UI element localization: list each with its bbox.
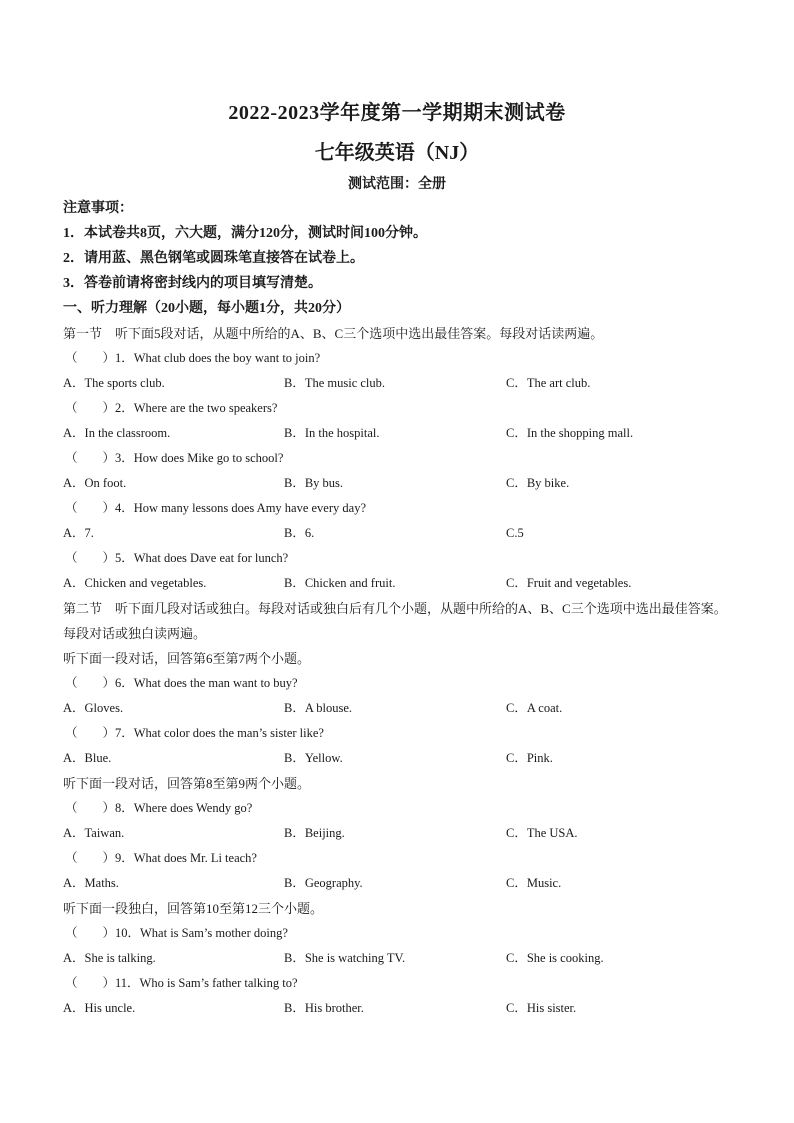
option-a: A．The sports club. [63,376,165,390]
exam-title: 2022-2023学年度第一学期期末测试卷 [228,102,566,124]
option-b: B．In the hospital. [284,426,380,440]
option-a: A．Taiwan. [63,826,125,840]
exam-body [63,196,733,1021]
notice-item: 3．答卷前请将密封线内的项目填写清楚。 [63,276,322,291]
option-a: A．Chicken and vegetables. [63,576,207,590]
question-4: （ ）4．How many lessons does Amy have every day? [65,501,366,515]
option-a: A．Maths. [63,876,119,890]
notice-item: 2．请用蓝、黑色钢笔或圆珠笔直接答在试卷上。 [63,251,364,266]
options-9 [63,871,733,896]
dialog-intro-b: 听下面一段对话，回答第8至第9两个小题。 [63,776,311,791]
option-b: B．A blouse. [284,701,353,715]
option-c: C．His sister. [506,1001,577,1015]
question-2: （ ）2．Where are the two speakers? [65,401,278,415]
option-a: A．His uncle. [63,1001,136,1015]
option-c: C．By bike. [506,476,570,490]
part1-intro: 第一节 听下面5段对话，从题中所给的A、B、C三个选项中选出最佳答案。每段对话读两遍。 [63,326,604,341]
option-a: A．7. [63,526,94,540]
option-b: B．His brother. [284,1001,364,1015]
option-c: C．The art club. [506,376,591,390]
option-b: B．6. [284,526,315,540]
exam-subtitle: 七年级英语（NJ） [314,142,480,164]
question-3: （ ）3．How does Mike go to school? [65,451,284,465]
option-a: A．She is talking. [63,951,156,965]
option-b: B．Yellow. [284,751,343,765]
option-c: C．Pink. [506,751,553,765]
section-heading: 一、听力理解（20小题，每小题1分，共20分） [63,301,350,316]
option-c: C．A coat. [506,701,563,715]
option-c: C.5 [506,526,524,540]
options-10 [63,946,733,971]
option-b: B．The music club. [284,376,386,390]
question-10: （ ）10．What is Sam’s mother doing? [65,926,288,940]
monologue-intro: 听下面一段独白，回答第10至第12三个小题。 [63,901,324,916]
option-b: B．Geography. [284,876,363,890]
option-a: A．In the classroom. [63,426,171,440]
question-8: （ ）8．Where does Wendy go? [65,801,253,815]
exam-scope: 测试范围：全册 [348,177,446,192]
options-7 [63,746,733,771]
options-1 [63,371,733,396]
option-c: C．In the shopping mall. [506,426,634,440]
option-a: A．On foot. [63,476,127,490]
option-a: A．Gloves. [63,701,124,715]
option-c: C．She is cooking. [506,951,604,965]
option-b: B．Beijing. [284,826,345,840]
dialog-intro-a: 听下面一段对话，回答第6至第7两个小题。 [63,651,311,666]
notice-heading: 注意事项： [63,201,133,216]
option-c: C．The USA. [506,826,578,840]
option-c: C．Fruit and vegetables. [506,576,632,590]
options-8 [63,821,733,846]
option-b: B．By bus. [284,476,344,490]
options-4 [63,521,733,546]
question-7: （ ）7．What color does the man’s sister like? [65,726,324,740]
question-11: （ ）11．Who is Sam’s father talking to? [65,976,298,990]
option-b: B．She is watching TV. [284,951,406,965]
option-c: C．Music. [506,876,562,890]
question-5: （ ）5．What does Dave eat for lunch? [65,551,289,565]
options-2 [63,421,733,446]
options-6 [63,696,733,721]
options-11 [63,996,733,1021]
question-1: （ ）1．What club does the boy want to join? [65,351,321,365]
question-6: （ ）6．What does the man want to buy? [65,676,298,690]
option-a: A．Blue. [63,751,112,765]
option-b: B．Chicken and fruit. [284,576,396,590]
part2-intro: 第二节 听下面几段对话或独白。每段对话或独白后有几个小题，从题中所给的A、B、C三个选项中选出最佳答案。每段对话或独白读两遍。 [63,601,727,641]
notice-item: 1．本试卷共8页，六大题，满分120分，测试时间100分钟。 [63,226,427,241]
options-5 [63,571,733,596]
question-9: （ ）9．What does Mr. Li teach? [65,851,257,865]
options-3 [63,471,733,496]
